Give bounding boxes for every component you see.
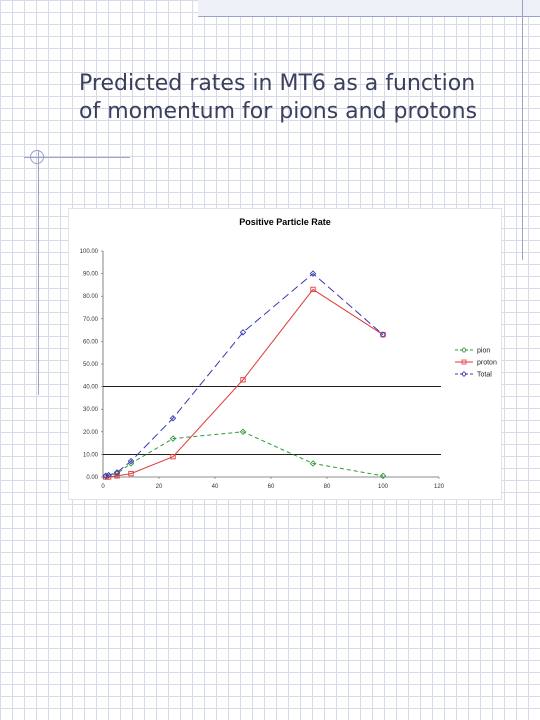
y-tick-label: 70.00 [82,316,98,323]
y-tick-label: 50.00 [82,362,98,368]
y-tick-label: 10.00 [82,452,98,459]
x-tick-label: 60 [267,484,275,490]
y-tick-label: 60.00 [82,339,98,346]
slide-title-line1: Predicted rates in MT6 as a function [79,71,476,96]
bullet-ring-icon [30,150,44,164]
y-tick-label: 20.00 [82,429,98,436]
legend-label-total: Total [477,371,492,379]
chart-panel [68,208,502,500]
x-tick-label: 100 [377,484,389,490]
legend-label-proton: proton [477,359,497,367]
slide-title-line2: of momentum for pions and protons [79,99,478,124]
chart-title: Positive Particle Rate [239,217,331,227]
x-tick-label: 80 [323,484,331,490]
series-line-total [106,274,383,476]
x-tick-label: 0 [101,484,105,490]
series-line-proton [106,289,383,477]
slide-title [79,70,519,126]
y-tick-label: 30.00 [82,407,98,414]
right-decorative-line [522,0,523,260]
top-decorative-band [198,0,540,17]
y-tick-label: 90.00 [82,271,98,278]
left-decorative-line [38,150,39,395]
x-tick-label: 120 [433,484,445,490]
x-tick-label: 40 [211,484,219,490]
x-tick-label: 20 [155,484,163,490]
y-tick-label: 40.00 [82,384,98,391]
y-tick-label: 100.00 [79,249,98,255]
series-line-pion [106,432,383,476]
y-tick-label: 0.00 [86,475,98,481]
legend-label-pion: pion [477,347,491,355]
y-tick-label: 80.00 [82,294,98,301]
line-chart [69,209,501,499]
